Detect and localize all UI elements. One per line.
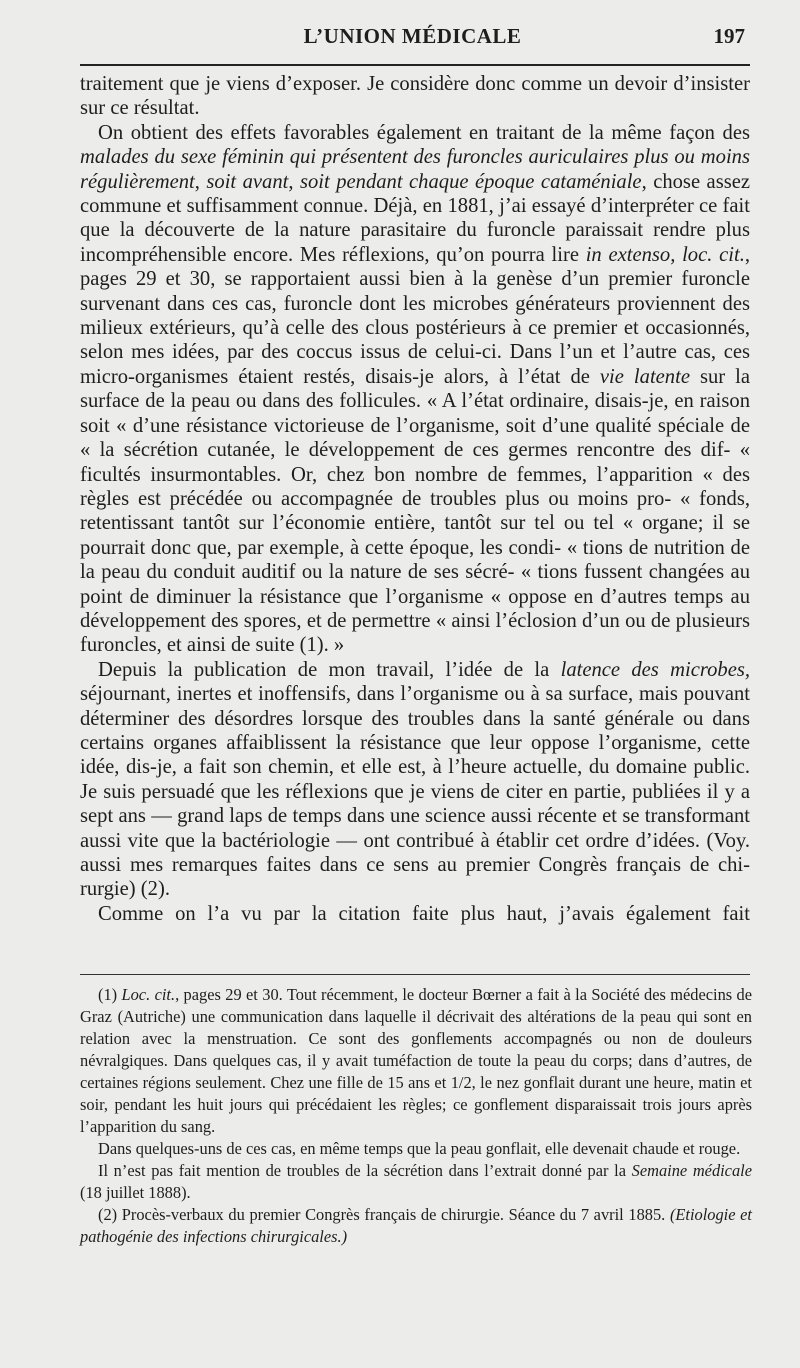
p2-text-e: , pages 29 et 30, se rapportaient aussi bien à la genèse d’un premier furoncle survenant dans ces cas, furoncle dont les microbes générateurs proviennent des milieux extérieurs, qu’à celle des clous postérieurs à ce premier et occasionnés, selon mes idées, par des coccus issus de celui-ci. Dans l’un et l’autre cas, ces micro-organismes étaient restés, disais-je alors, à l’état de: [80, 243, 750, 388]
p2-text-b: ,: [194, 170, 207, 193]
p3-text-b: séjournant, inertes et inoffensifs, dans l’organisme ou à sa surface, mais pouvant déterminer des désordres lorsque des troubles dans la santé générale ou dans certains organes affaiblissent la résistance que leur oppose l’organisme, cette idée, dis-je, a fait son chemin, et elle est, à l’heure actuelle, du domaine public. Je suis persuadé que les réflexions que je viens de citer en partie, publiées il y a sept ans — grand laps de temps dans une science aussi récente et se transformant aussi vite que la bactériologie — ont contribué à établir cet ordre d’idées. (Voy. aussi mes remarques faites dans ce sens au premier Congrès français de chirurgie) (2).: [80, 683, 750, 901]
p2-italic-2: soit avant: [206, 170, 289, 193]
footnote-1-para-3-text-a: Il n’est pas fait mention de troubles de la sécrétion dans l’extrait donné par la: [98, 1161, 632, 1180]
body-text: [80, 72, 750, 926]
p3-italic-1: latence des microbes,: [560, 658, 750, 681]
header-rule: [80, 64, 750, 66]
footnote-1-text: , pages 29 et 30. Tout récemment, le docteur Bœrner a fait à la Société des médecins de Graz (Autriche) une communication dans laquelle il décrivait des altérations de la peau qui sont en relation avec la menstruation. Ce sont des gonflements accompagnés ou non de douleurs névralgiques. Dans quelques cas, il y avait tuméfaction de toute la peau du corps; dans d’autres, de certaines régions seulement. Chez une fille de 15 ans et 1/2, le nez gonflait durant une heure, matin et soir, pendant les huit jours qui précédaient les règles; ce gonflement disparaissait trois jours après l’apparition du sang.: [80, 985, 752, 1136]
footnote-2-text: (2) Procès-verbaux du premier Congrès français de chirurgie. Séance du 7 avril 1885.: [98, 1205, 666, 1224]
p2-text-f: sur la surface de la peau ou dans des follicules. « A l’état ordinaire, disais-je, en raison soit « d’une résistance victorieuse de l’organisme, soit d’une qualité spéciale de « la sécrétion cutanée, le développement de ces germes rencontre des dif- « ficultés insurmontables. Or, chez bon nombre de femmes, l’apparition « des règles est précédée ou accompagnée de troubles plus ou moins pro- « fonds, retentissant tantôt sur l’économie entière, tantôt sur tel ou tel « organe; il se pourrait donc que, par exemple, à cette époque, les condi- « tions de nutrition de la peau du conduit auditif ou la nature de ses sécré- « tions fussent changées au point de diminuer la résistance que l’organisme « oppose en d’autres temps au développement des spores, et de permettre « ainsi l’éclosion d’un ou de plusieurs furoncles, et ainsi de suite (1). »: [80, 365, 750, 657]
p2-text-a: On obtient des effets favorables également en traitant de la même façon des: [98, 121, 750, 144]
p2-italic-4: in extenso, loc. cit.: [585, 243, 745, 266]
p2-text-d: , chose assez commune et suffisamment connue. Déjà, en 1881, j’ai essayé d’interpréter ce fait que la découverte de la nature parasitaire du furoncle paraissait rendre plus incompréhensible encore. Mes réflexions, qu’on pourra lire: [80, 170, 751, 266]
page-header: [80, 24, 745, 58]
footnote-1: [80, 984, 752, 1138]
p2-italic-1: malades du sexe féminin qui présentent des furoncles auriculaires plus ou moins régulièrement: [80, 146, 750, 193]
paragraph-2: [80, 121, 750, 658]
p2-italic-3: soit pendant chaque époque cataméniale: [300, 170, 642, 193]
paragraph-4: [80, 902, 750, 926]
running-title: L’UNION MÉDICALE: [303, 24, 522, 48]
footnotes: [80, 984, 752, 1248]
paragraph-3: [80, 658, 750, 902]
footnote-1-para-3: [80, 1160, 752, 1204]
page-number: 197: [713, 24, 745, 48]
p2-italic-5: vie latente: [599, 365, 690, 388]
footnote-1-para-2-text: Dans quelques-uns de ces cas, en même temps que la peau gonflait, elle devenait chaude et rouge.: [98, 1139, 741, 1158]
footnote-rule: [80, 974, 750, 975]
paragraph-4-text: Comme on l’a vu par la citation faite plus haut, j’avais également fait: [98, 902, 750, 925]
p2-text-c: ,: [288, 170, 300, 193]
footnote-1-journal: Semaine médicale: [631, 1161, 752, 1180]
footnote-1-loc-cit: Loc. cit.: [121, 985, 176, 1004]
footnote-1-number: (1): [98, 985, 122, 1004]
p3-text-a: Depuis la publication de mon travail, l’idée de la: [98, 658, 561, 681]
paragraph-1-text: traitement que je viens d’exposer. Je considère donc comme un devoir d’insister sur ce résultat.: [80, 73, 750, 120]
footnote-1-para-2: [80, 1138, 752, 1160]
footnote-1-para-3-text-b: (18 juillet 1888).: [80, 1183, 191, 1202]
footnote-2: [80, 1204, 752, 1248]
footnote-2-subtitle: (Etiologie et pathogénie des infections chirurgicales.): [80, 1205, 752, 1246]
paragraph-1: [80, 72, 750, 121]
